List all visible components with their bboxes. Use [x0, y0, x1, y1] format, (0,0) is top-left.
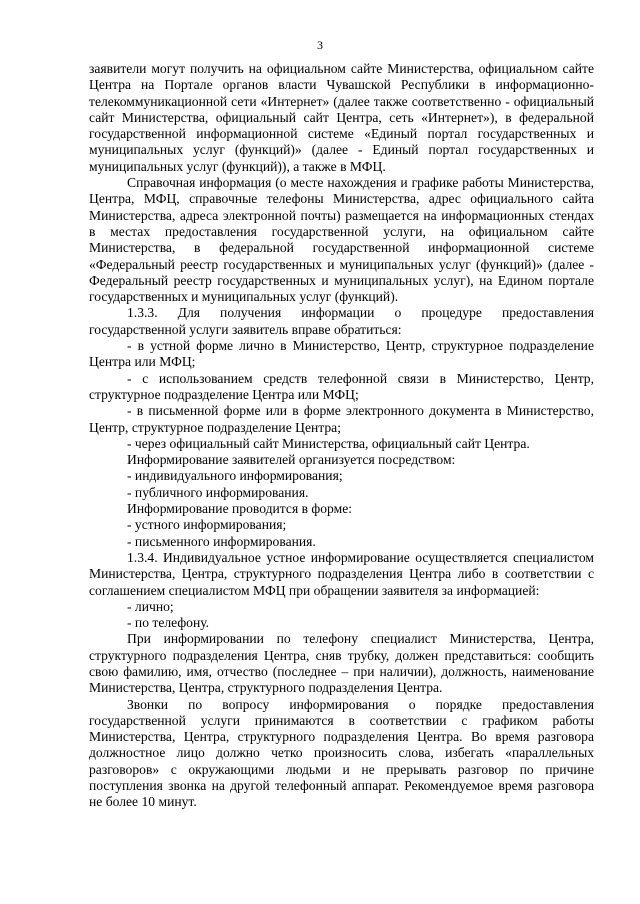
paragraph: Информирование проводится в форме: — [127, 501, 353, 517]
paragraph: заявители могут получить на официальном сайте Министерства, официальном сайте Центра на Портале органов власти Чувашской Республики в информационно-телекоммуникационной сети «Интернет» (далее также соответственно - официальный сайт Министерства, официальный сайт Центра, сеть «Интернет»), в федеральной государственной информационной системе «Единый портал государственных и муниципальных услуг (функций)» (далее - Единый портал государственных и муниципальных услуг (функций)), а также в МФЦ. — [89, 61, 594, 174]
list-item: - через официальный сайт Министерства, официальный сайт Центра. — [127, 435, 530, 451]
list-item: - в устной форме лично в Министерство, Центр, структурное подразделение Центра или МФЦ; — [89, 338, 594, 370]
paragraph: 1.3.3. Для получения информации о процедуре предоставления государственной услуги заявитель вправе обратиться: — [89, 305, 594, 337]
list-item: - по телефону. — [127, 615, 210, 631]
list-item: - устного информирования; — [127, 517, 287, 533]
paragraph: Информирование заявителей организуется посредством: — [127, 452, 456, 468]
paragraph: При информировании по телефону специалист Министерства, Центра, структурного подразделения Центра, сняв трубку, должен представиться: сообщить свою фамилию, имя, отчество (последнее – при наличии), должность, наименование Министерства, Центра, структурного подразделения Центра. — [89, 631, 594, 696]
document-body — [89, 61, 594, 811]
paragraph: Звонки по вопросу информирования о порядке предоставления государственной услуги принимаются в соответствии с графиком работы Министерства, Центра, структурного подразделения Центра. Во время разговора должностное лицо должно четко произносить слова, избегать «параллельных разговоров» с окружающими людьми и не прерывать разговор по причине поступления звонка на другой телефонный аппарат. Рекомендуемое время разговора не более 10 минут. — [89, 696, 594, 810]
list-item: - индивидуального информирования; — [127, 468, 343, 484]
list-item: - письменного информирования. — [127, 533, 316, 549]
paragraph: Справочная информация (о месте нахождения и графике работы Министерства, Центра, МФЦ, справочные телефоны Министерства, адрес официального сайта Министерства, адреса электронной почты) размещается на информационных стендах в местах предоставления государственной услуги, на официальном сайте Министерства, в федеральной государственной информационной системе «Федеральный реестр государственных и муниципальных услуг (функций)» (далее - Федеральный реестр государственных и муниципальных услуг), на Едином портале государственных и муниципальных услуг (функций). — [89, 175, 594, 305]
list-item: - лично; — [127, 598, 174, 614]
list-item: - с использованием средств телефонной связи в Министерство, Центр, структурное подразделение Центра или МФЦ; — [89, 370, 594, 402]
list-item: - в письменной форме или в форме электронного документа в Министерство, Центр, структурное подразделение Центра; — [89, 403, 594, 435]
list-item: - публичного информирования. — [127, 484, 309, 500]
paragraph: 1.3.4. Индивидуальное устное информирование осуществляется специалистом Министерства, Центра, структурного подразделения Центра либо в соответствии с соглашением специалистом МФЦ при обращении заявителя за информацией: — [89, 549, 594, 598]
page-number: 3 — [317, 38, 323, 52]
